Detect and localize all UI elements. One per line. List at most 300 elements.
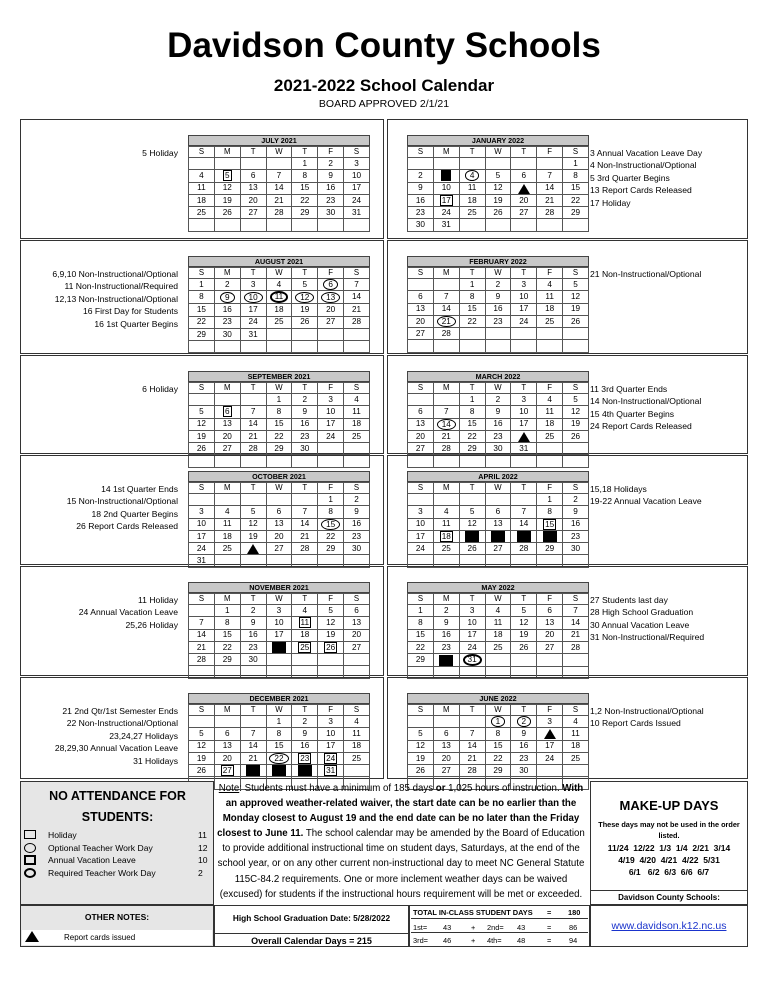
day-number: 13: [493, 519, 503, 529]
day-number: 7: [443, 291, 449, 301]
day-number: 10: [441, 183, 451, 193]
day-number: 7: [354, 279, 359, 289]
day-cell: [459, 641, 485, 653]
day-number: 30: [493, 443, 503, 453]
day-number: 26: [196, 765, 206, 775]
day-cell: [344, 494, 370, 506]
day-cell: [266, 543, 292, 555]
day-cell: [240, 328, 266, 340]
day-number: 16: [351, 519, 362, 529]
day-cell: [433, 394, 459, 406]
day-cell: [485, 506, 511, 518]
day-cell: [537, 158, 563, 170]
day-number: 11: [545, 291, 554, 301]
day-cell: [459, 328, 485, 340]
day-number: 29: [222, 654, 232, 664]
day-cell: [318, 641, 344, 653]
day-number: 9: [220, 292, 235, 303]
day-number: 11: [223, 519, 232, 529]
day-number: 24: [326, 431, 336, 441]
day-cell: [344, 341, 370, 353]
day-number: 3: [469, 605, 475, 615]
event-note: 26 Report Cards Released: [76, 521, 178, 532]
day-number: 15: [570, 183, 581, 193]
day-number: 12: [570, 406, 581, 416]
day-cell: [266, 328, 292, 340]
day-cell: [240, 279, 266, 291]
day-cell: [214, 316, 240, 328]
day-cell: [485, 765, 511, 777]
day-number: 28: [248, 443, 258, 453]
weekday-header: M: [433, 146, 459, 158]
day-number: 26: [570, 316, 581, 326]
day-cell: [459, 740, 485, 752]
day-number: 20: [222, 753, 232, 763]
weekday-header: T: [511, 482, 537, 494]
weekday-header: T: [292, 704, 318, 716]
day-number: 14: [351, 292, 362, 302]
day-cell: [240, 170, 266, 182]
day-cell: [563, 219, 589, 231]
day-cell: [344, 716, 370, 728]
day-cell: [459, 315, 485, 327]
day-cell: [189, 629, 215, 641]
day-number: 25: [196, 207, 206, 217]
day-cell: [563, 340, 589, 352]
day-cell: [189, 279, 215, 291]
day-cell: [537, 315, 563, 327]
weekday-header: S: [563, 382, 589, 394]
day-number: 3: [328, 394, 333, 404]
day-cell: [292, 291, 318, 304]
weekday-header: T: [511, 704, 537, 716]
day-cell: [189, 543, 215, 555]
day-number: 24: [519, 316, 529, 326]
day-number: 31: [196, 556, 206, 566]
day-cell: [318, 530, 344, 542]
day-cell: [485, 219, 511, 231]
day-cell: [214, 158, 240, 170]
day-cell: [240, 494, 266, 506]
day-cell: [459, 194, 485, 206]
month-title: OCTOBER 2021: [188, 471, 370, 482]
day-cell: [537, 303, 563, 315]
day-number: 20: [351, 630, 362, 640]
weekday-header: T: [240, 482, 266, 494]
day-cell: [318, 328, 344, 340]
day-cell: [318, 279, 344, 291]
event-note: 24 Report Cards Released: [590, 421, 692, 432]
day-number: 6: [354, 605, 359, 615]
day-number: 21: [545, 195, 555, 205]
day-number: 9: [250, 617, 256, 627]
weekday-header: T: [459, 482, 485, 494]
day-number: 15: [222, 630, 232, 640]
day-number: 18: [570, 741, 581, 751]
day-cell: [214, 617, 240, 629]
weekday-header: T: [240, 593, 266, 605]
day-number: 14: [519, 519, 529, 529]
day-cell: [408, 219, 434, 231]
day-cell: [292, 617, 318, 629]
day-cell: [292, 158, 318, 170]
day-cell: [459, 430, 485, 442]
day-cell: [459, 394, 485, 406]
event-note: 5 3rd Quarter Begins: [590, 172, 670, 183]
day-cell: [459, 279, 485, 291]
day-cell: [189, 316, 215, 328]
weekday-header: T: [511, 146, 537, 158]
day-cell: [344, 506, 370, 518]
day-number: 2: [495, 279, 501, 289]
day-cell: [408, 418, 434, 430]
day-cell: [408, 506, 434, 518]
day-number: 9: [521, 728, 527, 738]
event-note: 22 Non-Instructional/Optional: [66, 718, 178, 729]
weekday-header: F: [537, 382, 563, 394]
day-cell: [485, 530, 511, 542]
event-note: 16 1st Quarter Begins: [94, 318, 178, 329]
day-cell: [433, 328, 459, 340]
day-cell: [537, 194, 563, 206]
day-cell: [537, 170, 563, 182]
day-number: 15: [300, 183, 310, 193]
day-number: 10: [326, 728, 336, 738]
day-number: 2: [573, 494, 578, 504]
weekday-header: F: [537, 704, 563, 716]
day-number: 31: [463, 654, 482, 666]
day-cell: [318, 219, 344, 231]
day-cell: [189, 494, 215, 506]
day-cell: [240, 654, 266, 666]
day-cell: [459, 207, 485, 219]
day-number: 11: [571, 728, 580, 738]
day-number: 27: [274, 543, 284, 553]
day-cell: [292, 765, 318, 777]
day-cell: [485, 518, 511, 530]
day-cell: [433, 530, 459, 542]
day-cell: [459, 340, 485, 352]
day-number: 1: [573, 158, 578, 168]
day-number: 24: [467, 642, 477, 652]
day-number: 16: [493, 419, 503, 429]
day-cell: [433, 219, 459, 231]
day-cell: [563, 303, 589, 315]
day-cell: [433, 605, 459, 617]
weekday-header: F: [318, 482, 344, 494]
legend-title: NO ATTENDANCE FOR STUDENTS:: [49, 789, 186, 824]
day-number: 24: [196, 543, 206, 553]
day-cell: [459, 418, 485, 430]
page-subtitle: 2021-2022 School Calendar: [273, 76, 495, 95]
event-note: 21 2nd Qtr/1st Semester Ends: [62, 706, 178, 716]
day-cell: [266, 617, 292, 629]
day-number: 19: [493, 195, 503, 205]
day-number: 19: [248, 531, 258, 541]
day-number: 11: [352, 406, 361, 416]
day-cell: [292, 506, 318, 518]
day-number: 25: [351, 431, 362, 441]
day-number: 28: [246, 765, 260, 776]
day-number: 18: [351, 419, 362, 429]
day-number: 2: [328, 158, 333, 168]
day-number: 15: [415, 630, 425, 640]
weekday-header: M: [433, 482, 459, 494]
day-number: 27: [545, 642, 555, 652]
day-number: 19: [326, 630, 336, 640]
day-cell: [537, 207, 563, 219]
day-number: 12: [222, 183, 232, 193]
day-number: 16: [248, 630, 258, 640]
month-calendar: [188, 693, 370, 790]
day-number: 11: [545, 406, 554, 416]
weekday-header: T: [240, 146, 266, 158]
weekday-header: W: [266, 704, 292, 716]
weekday-header: T: [459, 382, 485, 394]
day-number: 12: [196, 419, 206, 429]
day-cell: [459, 303, 485, 315]
day-number: 18: [222, 531, 232, 541]
day-cell: [459, 543, 485, 555]
day-cell: [292, 543, 318, 555]
day-cell: [511, 716, 537, 728]
day-cell: [459, 219, 485, 231]
day-cell: [344, 430, 370, 442]
day-number: 26: [196, 443, 206, 453]
day-cell: [214, 328, 240, 340]
month-title: MAY 2022: [407, 582, 589, 593]
day-number: 19: [415, 753, 425, 763]
day-cell: [511, 494, 537, 506]
day-cell: [266, 518, 292, 530]
day-cell: [292, 341, 318, 353]
weekday-header: S: [563, 267, 589, 279]
weekday-header: F: [318, 382, 344, 394]
day-cell: [511, 182, 537, 194]
weekday-header: W: [485, 146, 511, 158]
day-cell: [344, 518, 370, 530]
day-cell: [189, 430, 215, 442]
day-cell: [537, 605, 563, 617]
day-number: 12: [493, 183, 503, 193]
event-note: 11 3rd Quarter Ends: [590, 384, 668, 394]
day-cell: [214, 740, 240, 752]
day-cell: [266, 219, 292, 231]
day-number: 13: [248, 183, 258, 193]
day-number: 30: [415, 220, 425, 230]
day-cell: [459, 530, 485, 542]
day-cell: [433, 279, 459, 291]
weekday-header: T: [511, 382, 537, 394]
day-number: 24: [248, 317, 258, 327]
day-cell: [537, 740, 563, 752]
weekday-header: T: [292, 382, 318, 394]
month-calendar: [407, 471, 589, 568]
day-number: 7: [276, 170, 282, 180]
day-cell: [563, 315, 589, 327]
day-number: 28: [441, 443, 451, 453]
day-cell: [485, 728, 511, 740]
weekday-header: M: [214, 593, 240, 605]
day-cell: [292, 170, 318, 182]
day-cell: [240, 728, 266, 740]
day-cell: [485, 641, 511, 653]
day-number: 1: [547, 494, 552, 504]
month-title: JULY 2021: [188, 135, 370, 146]
day-cell: [485, 494, 511, 506]
day-cell: [292, 328, 318, 340]
day-number: 8: [469, 291, 475, 301]
totals-row-1: 1st= 43 + 2nd= 43 = 86: [411, 919, 588, 933]
website-link[interactable]: www.davidson.k12.nc.us: [611, 920, 727, 932]
day-number: 7: [547, 170, 552, 180]
left-month-notes: [24, 594, 178, 631]
day-cell: [433, 617, 459, 629]
day-cell: [318, 158, 344, 170]
day-cell: [563, 740, 589, 752]
day-cell: [344, 170, 370, 182]
day-number: [249, 544, 258, 553]
day-number: 17: [274, 630, 284, 640]
weekday-header: M: [433, 704, 459, 716]
left-month-notes: [24, 483, 178, 533]
event-note: 1,2 Non-Instructional/Optional: [590, 706, 704, 716]
day-cell: [511, 740, 537, 752]
month-calendar: [407, 693, 589, 790]
day-cell: [485, 418, 511, 430]
day-cell: [511, 328, 537, 340]
day-cell: [408, 170, 434, 182]
day-cell: [214, 518, 240, 530]
day-number: 4: [224, 506, 230, 516]
event-note: 12,13 Non-Instructional/Optional: [54, 293, 178, 304]
day-cell: [189, 518, 215, 530]
day-cell: [511, 303, 537, 315]
day-number: 19: [196, 753, 206, 763]
day-number: 1: [328, 494, 333, 504]
day-number: 31: [519, 443, 529, 453]
day-cell: [240, 443, 266, 455]
day-number: 6: [547, 605, 552, 615]
day-number: 7: [521, 506, 527, 516]
day-number: [519, 183, 528, 192]
day-cell: [433, 641, 459, 653]
day-cell: [511, 728, 537, 740]
day-cell: [485, 394, 511, 406]
weekday-header: T: [459, 704, 485, 716]
day-number: 15: [274, 419, 284, 429]
day-cell: [266, 291, 292, 304]
day-cell: [408, 158, 434, 170]
day-number: 4: [199, 170, 204, 180]
weekday-header: M: [214, 704, 240, 716]
left-month-notes: [24, 268, 178, 330]
day-number: 14: [248, 419, 258, 429]
day-cell: [459, 629, 485, 641]
day-cell: [459, 605, 485, 617]
day-cell: [189, 328, 215, 340]
day-cell: [292, 418, 318, 430]
day-number: 20: [326, 304, 336, 314]
day-cell: [266, 406, 292, 418]
day-cell: [292, 752, 318, 764]
weekday-header: S: [563, 482, 589, 494]
day-cell: [537, 182, 563, 194]
day-cell: [240, 617, 266, 629]
day-cell: [189, 506, 215, 518]
month-title: NOVEMBER 2021: [188, 582, 370, 593]
day-number: 28: [570, 642, 581, 652]
day-cell: [189, 617, 215, 629]
day-cell: [214, 394, 240, 406]
day-number: 12: [415, 741, 425, 751]
weekday-header: T: [459, 267, 485, 279]
day-cell: [485, 406, 511, 418]
day-cell: [433, 430, 459, 442]
day-cell: [266, 170, 292, 182]
day-cell: [511, 641, 537, 653]
day-number: 5: [199, 406, 204, 416]
day-cell: [344, 443, 370, 455]
day-cell: [344, 182, 370, 194]
day-number: 22: [415, 642, 425, 652]
day-cell: [189, 752, 215, 764]
day-cell: [433, 182, 459, 194]
day-cell: [563, 641, 589, 653]
month-calendar: [407, 256, 589, 353]
weekday-header: S: [408, 482, 434, 494]
day-cell: [433, 194, 459, 206]
day-number: 25: [300, 643, 310, 653]
weekday-header: S: [408, 146, 434, 158]
day-number: 23: [300, 754, 310, 764]
day-cell: [485, 182, 511, 194]
day-cell: [485, 328, 511, 340]
day-cell: [240, 641, 266, 653]
day-number: 25: [222, 543, 232, 553]
day-cell: [537, 418, 563, 430]
day-cell: [240, 418, 266, 430]
day-number: 10: [415, 519, 425, 529]
day-number: 26: [326, 643, 336, 653]
event-note: 10 Report Cards Issued: [590, 718, 681, 729]
day-number: 17: [196, 531, 206, 541]
right-month-notes: [590, 594, 746, 644]
day-number: 10: [274, 617, 284, 627]
day-cell: [240, 291, 266, 304]
day-number: 23: [493, 316, 503, 326]
day-number: 23: [300, 431, 310, 441]
day-cell: [292, 406, 318, 418]
day-number: 29: [467, 443, 477, 453]
day-cell: [292, 304, 318, 316]
day-number: 15: [467, 419, 477, 429]
day-number: 15: [545, 519, 555, 529]
day-cell: [408, 530, 434, 542]
day-cell: [563, 418, 589, 430]
day-cell: [433, 291, 459, 303]
day-cell: [563, 194, 589, 206]
day-cell: [214, 605, 240, 617]
day-number: [519, 432, 528, 441]
day-number: 9: [354, 506, 359, 516]
day-cell: [292, 494, 318, 506]
day-cell: [292, 605, 318, 617]
day-cell: [563, 728, 589, 740]
day-number: 7: [250, 728, 256, 738]
day-cell: [563, 170, 589, 182]
event-note: 3 Annual Vacation Leave Day: [590, 148, 703, 158]
